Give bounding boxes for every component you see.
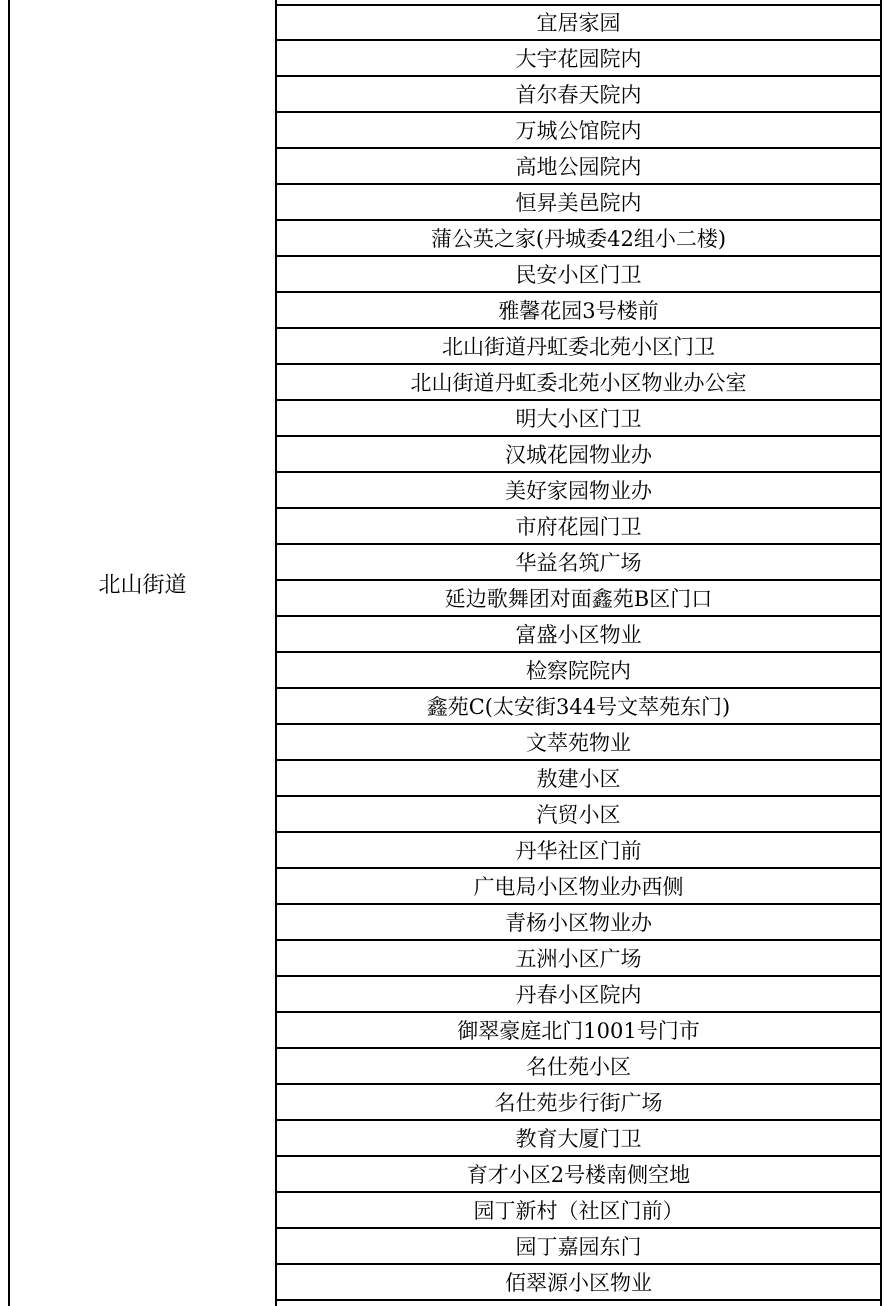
site-row: 延边歌舞团对面鑫苑B区门口 [277,581,880,617]
table-left-border [8,0,10,1306]
site-row: 民安小区门卫 [277,257,880,293]
site-row: 育才小区2号楼南侧空地 [277,1157,880,1193]
site-row: 华益名筑广场 [277,545,880,581]
site-row: 宜居家园 [277,5,880,41]
site-row: 美好家园物业办 [277,473,880,509]
site-row: 汽贸小区 [277,797,880,833]
site-row: 教育大厦门卫 [277,1121,880,1157]
table-right-border [880,0,882,1306]
site-row: 高地公园院内 [277,149,880,185]
site-row: 雅馨花园3号楼前 [277,293,880,329]
site-row: 首尔春天院内 [277,77,880,113]
site-row: 明大小区门卫 [277,401,880,437]
site-row: 北山街道丹虹委北苑小区物业办公室 [277,365,880,401]
site-row: 鑫苑C(太安街344号文萃苑东门) [277,689,880,725]
site-row: 名仕苑步行街广场 [277,1085,880,1121]
site-row: 园丁新村（社区门前） [277,1193,880,1229]
district-cell: 北山街道 [98,572,187,598]
site-row: 汉城花园物业办 [277,437,880,473]
site-row: 文萃苑物业 [277,725,880,761]
site-row: 广电局小区物业办西侧 [277,869,880,905]
site-row: 青杨小区物业办 [277,905,880,941]
site-row: 五洲小区广场 [277,941,880,977]
site-row: 市府花园门卫 [277,509,880,545]
site-row: 北山街道丹虹委北苑小区门卫 [277,329,880,365]
site-row: 大宇花园院内 [277,41,880,77]
site-row: 恒昇美邑院内 [277,185,880,221]
site-row: 御翠豪庭北门1001号门市 [277,1013,880,1049]
site-row: 蒲公英之家(丹城委42组小二楼) [277,221,880,257]
site-row: 佰翠源小区物业 [277,1265,880,1301]
site-row: 敖建小区 [277,761,880,797]
site-row: 检察院院内 [277,653,880,689]
site-row: 丹春小区院内 [277,977,880,1013]
site-row: 丹华社区门前 [277,833,880,869]
site-row: 富盛小区物业 [277,617,880,653]
site-row: 万城公馆院内 [277,113,880,149]
site-row: 园丁嘉园东门 [277,1229,880,1265]
site-row: 名仕苑小区 [277,1049,880,1085]
site-list [277,5,880,1301]
